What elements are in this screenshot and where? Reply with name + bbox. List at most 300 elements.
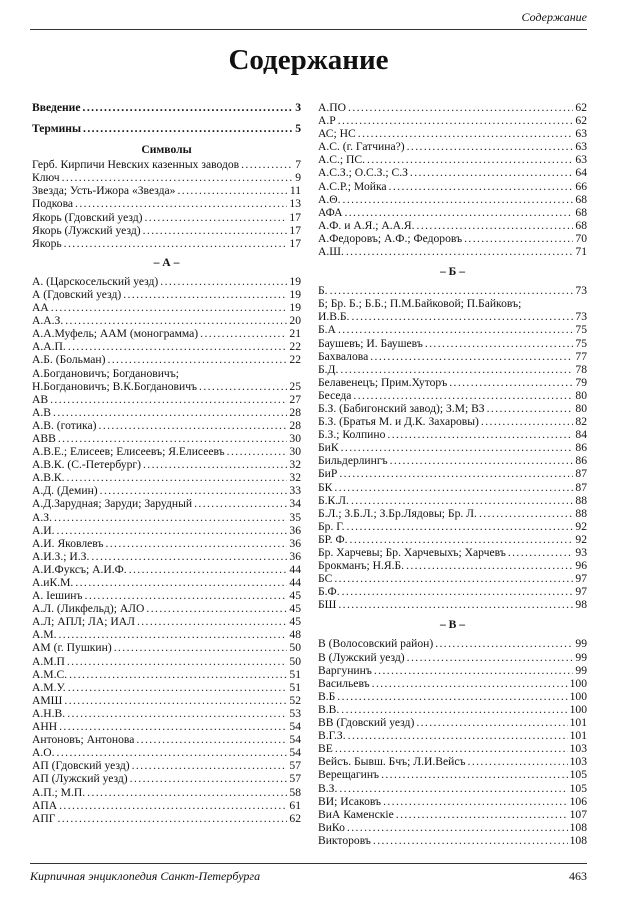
toc-entry-label: А.Д. (Демин) bbox=[32, 484, 98, 498]
toc-entry bbox=[32, 681, 301, 694]
toc-entry bbox=[318, 389, 587, 402]
page-title: Содержание bbox=[228, 44, 389, 76]
toc-entry-label: А (Гдовский уезд) bbox=[32, 287, 122, 301]
toc-entry-page: 20 bbox=[289, 314, 301, 328]
toc-entry bbox=[318, 140, 587, 153]
toc-entry-page: 13 bbox=[289, 197, 301, 211]
toc-entry bbox=[318, 310, 587, 323]
toc-entry-page: 58 bbox=[289, 785, 301, 799]
toc-entry-label: Беседа bbox=[318, 388, 352, 402]
toc-entry-label: Герб. Кирпичи Невских казенных заводов bbox=[32, 158, 240, 172]
toc-entry-page: 61 bbox=[289, 798, 301, 812]
toc-entry-label: А.П.; М.П. bbox=[32, 785, 86, 799]
toc-entry bbox=[32, 101, 301, 114]
toc-entry-label: Термины bbox=[32, 122, 82, 136]
toc-entry-page: 68 bbox=[575, 218, 587, 232]
leader-dots bbox=[83, 122, 293, 135]
toc-entry-label: Якорь (Гдовский уезд) bbox=[32, 210, 143, 224]
toc-entry bbox=[32, 786, 301, 799]
toc-entry-label: Белавенецъ; Прим.Хуторъ bbox=[318, 375, 448, 389]
section-a-heading: – А – bbox=[153, 255, 180, 269]
toc-entry-label: АНН bbox=[32, 720, 58, 734]
toc-entry bbox=[32, 406, 301, 419]
toc-entry-label: Вейсъ. Бывш. Бчъ; Л.И.Вейсъ bbox=[318, 755, 466, 769]
toc-entry-page: 82 bbox=[575, 415, 587, 429]
toc-entry-label: Н.Богдановичъ; В.К.Богдановичъ bbox=[32, 379, 198, 393]
toc-entry-page: 101 bbox=[569, 716, 587, 730]
leader-dots bbox=[367, 153, 573, 166]
toc-entry-label: БиР bbox=[318, 467, 338, 481]
leader-dots bbox=[129, 563, 288, 576]
toc-entry bbox=[32, 340, 301, 353]
toc-entry-page: 99 bbox=[575, 637, 587, 651]
toc-entry-page: 106 bbox=[569, 794, 587, 808]
toc-entry bbox=[318, 481, 587, 494]
toc-entry-page: 62 bbox=[575, 101, 587, 114]
toc-entry bbox=[32, 445, 301, 458]
toc-entry-label: Звезда; Усть-Ижора «Звезда» bbox=[32, 184, 176, 198]
toc-entry bbox=[318, 376, 587, 389]
toc-entry-label: А.И. bbox=[32, 523, 55, 537]
leader-dots bbox=[137, 615, 287, 628]
toc-entry-label: А.И.З.; И.З. bbox=[32, 549, 90, 563]
leader-dots bbox=[65, 314, 287, 327]
toc-entry bbox=[318, 284, 587, 297]
toc-entry-label: АА bbox=[32, 301, 49, 315]
toc-entry-page: 68 bbox=[575, 205, 587, 219]
leader-dots bbox=[58, 628, 287, 641]
toc-entry-label: Б.З. (Братья М. и Д.К. Захаровы) bbox=[318, 415, 479, 429]
toc-entry bbox=[32, 772, 301, 785]
leader-dots bbox=[68, 340, 288, 353]
toc-entry-page: 93 bbox=[575, 546, 587, 559]
toc-entry-page: 17 bbox=[289, 210, 301, 224]
toc-entry bbox=[32, 694, 301, 707]
leader-dots bbox=[383, 795, 568, 808]
toc-entry-label: БиК bbox=[318, 441, 339, 455]
toc-entry-page: 107 bbox=[569, 807, 587, 821]
toc-entry-label: А.С.З.; О.С.З.; С.З bbox=[318, 166, 408, 180]
toc-entry-label: АП (Гдовский уезд) bbox=[32, 759, 130, 773]
toc-entry bbox=[318, 559, 587, 572]
leader-dots bbox=[99, 419, 288, 432]
toc-entry-label: Б.Д. bbox=[318, 362, 339, 376]
toc-entry-label: ВиКо bbox=[318, 820, 345, 834]
toc-entry bbox=[318, 546, 587, 559]
leader-dots bbox=[370, 350, 573, 363]
toc-entry-label: А.Н.В. bbox=[32, 706, 66, 720]
toc-entry bbox=[32, 655, 301, 668]
toc-entry-label: Подкова bbox=[32, 197, 74, 211]
toc-entry bbox=[318, 323, 587, 336]
toc-entry bbox=[318, 114, 587, 127]
leader-dots bbox=[59, 720, 287, 733]
toc-entry-page: 34 bbox=[289, 497, 301, 511]
toc-entry-label: А.А.П. bbox=[32, 340, 66, 354]
toc-entry-page: 33 bbox=[289, 484, 301, 498]
leader-dots bbox=[344, 206, 573, 219]
toc-entry-page: 7 bbox=[295, 158, 301, 172]
toc-entry-label: АПГ bbox=[32, 811, 56, 825]
toc-entry-page: 17 bbox=[289, 236, 301, 250]
toc-entry-page: 99 bbox=[575, 650, 587, 664]
toc-entry-label: В.Г.З. bbox=[318, 729, 346, 743]
toc-entry bbox=[32, 641, 301, 654]
leader-dots bbox=[194, 497, 287, 510]
toc-entry-label: И.В.Б. bbox=[318, 310, 350, 324]
toc-entry bbox=[32, 275, 301, 288]
toc-entry bbox=[32, 550, 301, 563]
toc-entry-page: 63 bbox=[575, 153, 587, 167]
toc-entry bbox=[32, 537, 301, 550]
toc-entry bbox=[318, 232, 587, 245]
toc-entry-page: 19 bbox=[289, 274, 301, 288]
toc-entry-label: А.М.У. bbox=[32, 680, 66, 694]
toc-entry-label: АФА bbox=[318, 205, 343, 219]
toc-entry-label: АП (Лужский уезд) bbox=[32, 772, 128, 786]
toc-entry-label: Б.З. (Бабигонский завод); З.М; ВЗ bbox=[318, 401, 485, 415]
toc-section-a-list bbox=[32, 275, 301, 825]
leader-dots bbox=[348, 101, 573, 114]
leader-dots bbox=[350, 533, 574, 546]
toc-entry-label: А.иК.М. bbox=[32, 576, 74, 589]
toc-entry bbox=[318, 520, 587, 533]
leader-dots bbox=[83, 101, 294, 114]
toc-entry bbox=[32, 327, 301, 340]
toc-entry-label: Бахвалова bbox=[318, 349, 369, 363]
leader-dots bbox=[136, 733, 287, 746]
toc-entry-label: БШ bbox=[318, 598, 337, 612]
toc-entry-page: 45 bbox=[289, 589, 301, 603]
leader-dots bbox=[468, 755, 568, 768]
toc-entry-page: 66 bbox=[575, 179, 587, 193]
toc-entry-label: АПА bbox=[32, 798, 58, 812]
leader-dots bbox=[339, 467, 573, 480]
leader-dots bbox=[123, 288, 287, 301]
toc-entry-label: Антоновъ; Антонова bbox=[32, 733, 135, 747]
toc-entry-page: 5 bbox=[295, 122, 301, 136]
toc-entry-label: А.В.Е.; Елисеев; Елисеевъ; Я.Елисеевъ bbox=[32, 445, 225, 459]
toc-entry bbox=[32, 799, 301, 812]
toc-entry bbox=[32, 563, 301, 576]
toc-entry bbox=[32, 589, 301, 602]
leader-dots bbox=[341, 703, 567, 716]
toc-entry-page: 36 bbox=[289, 536, 301, 550]
toc-entry-label: А.В.К. bbox=[32, 471, 65, 485]
toc-entry-page: 63 bbox=[575, 127, 587, 141]
leader-dots bbox=[177, 184, 287, 197]
toc-entry-page: 21 bbox=[289, 327, 301, 341]
toc-entry bbox=[318, 153, 587, 166]
toc-entry-page: 51 bbox=[289, 680, 301, 694]
toc-entry-label: Б.Л.; З.Б.Л.; З.Бр.Лядовы; Бр. Л. bbox=[318, 506, 477, 520]
toc-symbols-list bbox=[32, 158, 301, 250]
toc-entry bbox=[32, 720, 301, 733]
toc-entry-page: 48 bbox=[289, 628, 301, 642]
toc-entry-label: А.М. bbox=[32, 628, 57, 642]
leader-dots bbox=[100, 484, 288, 497]
toc-entry-label: А. (Царскосельский уезд) bbox=[32, 274, 159, 288]
toc-entry bbox=[318, 703, 587, 716]
leader-dots bbox=[338, 114, 574, 127]
section-v-heading: – В – bbox=[439, 618, 466, 632]
toc-entry bbox=[32, 471, 301, 484]
toc-entry-page: 92 bbox=[575, 532, 587, 546]
toc-entry-label: А.С.Р.; Мойка bbox=[318, 179, 387, 193]
toc-entry-page: 73 bbox=[575, 310, 587, 324]
leader-dots bbox=[54, 511, 287, 524]
toc-right-column bbox=[318, 101, 587, 847]
toc-entry-page: 87 bbox=[575, 480, 587, 494]
toc-entry-label: Б. bbox=[318, 284, 328, 298]
leader-dots bbox=[353, 389, 573, 402]
leader-dots bbox=[487, 402, 574, 415]
leader-dots bbox=[105, 537, 287, 550]
toc-entry-page: 19 bbox=[289, 301, 301, 315]
toc-entry bbox=[318, 637, 587, 650]
toc-entry-page: 19 bbox=[289, 287, 301, 301]
toc-entry-label: А.А.З. bbox=[32, 314, 64, 328]
toc-entry bbox=[318, 166, 587, 179]
toc-entry bbox=[318, 598, 587, 611]
toc-entry-page: 88 bbox=[575, 493, 587, 507]
leader-dots bbox=[87, 786, 287, 799]
toc-entry-page: 36 bbox=[289, 549, 301, 563]
toc-entry-page: 36 bbox=[289, 523, 301, 537]
toc-entry-label: А.В bbox=[32, 405, 52, 419]
toc-entry-label: А.Федоровъ; А.Ф.; Федоровъ bbox=[318, 231, 463, 245]
toc-entry-page: 105 bbox=[569, 781, 587, 795]
toc-entry-page: 103 bbox=[569, 742, 587, 756]
toc-entry-page: 9 bbox=[295, 171, 301, 185]
toc-entry-page: 68 bbox=[575, 192, 587, 206]
toc-entry-page: 22 bbox=[289, 353, 301, 367]
leader-dots bbox=[227, 445, 288, 458]
toc-entry-label: Б.З.; Колпино bbox=[318, 428, 386, 442]
toc-entry bbox=[318, 454, 587, 467]
top-rule bbox=[30, 29, 587, 30]
leader-dots bbox=[387, 428, 573, 441]
toc-entry-label: Викторовъ bbox=[318, 833, 371, 847]
toc-entry-page: 57 bbox=[289, 772, 301, 786]
toc-entry bbox=[32, 380, 301, 393]
leader-dots bbox=[67, 471, 288, 484]
leader-dots bbox=[143, 458, 287, 471]
toc-entry bbox=[318, 297, 587, 310]
leader-dots bbox=[342, 585, 574, 598]
toc-entry bbox=[32, 524, 301, 537]
leader-dots bbox=[241, 158, 293, 171]
toc-entry-page: 30 bbox=[289, 431, 301, 445]
toc-entry-page: 28 bbox=[289, 418, 301, 432]
leader-dots bbox=[508, 546, 574, 559]
toc-entry-page: 103 bbox=[569, 755, 587, 769]
leader-dots bbox=[389, 180, 574, 193]
footer-book-title: Кирпичная энциклопедия Санкт-Петербурга bbox=[30, 869, 261, 883]
toc-entry bbox=[32, 211, 301, 224]
toc-entry bbox=[318, 729, 587, 742]
toc-entry-label: Б.Ф. bbox=[318, 585, 340, 599]
toc-entry-label: АВВ bbox=[32, 431, 56, 445]
toc-entry bbox=[318, 337, 587, 350]
toc-entry-page: 71 bbox=[575, 245, 587, 259]
toc-entry bbox=[318, 768, 587, 781]
toc-entry bbox=[318, 795, 587, 808]
toc-entry-label: А. Іешинъ bbox=[32, 589, 83, 603]
leader-dots bbox=[351, 494, 573, 507]
toc-entry-label: В (Лужский уезд) bbox=[318, 650, 405, 664]
toc-entry bbox=[32, 576, 301, 589]
leader-dots bbox=[417, 219, 574, 232]
leader-dots bbox=[449, 376, 573, 389]
leader-dots bbox=[416, 716, 567, 729]
leader-dots bbox=[57, 524, 288, 537]
toc-entry-label: Б.К.Л. bbox=[318, 493, 349, 507]
leader-dots bbox=[62, 171, 294, 184]
toc-left-column bbox=[32, 101, 301, 825]
leader-dots bbox=[59, 799, 287, 812]
toc-entry bbox=[318, 507, 587, 520]
toc-entry-page: 86 bbox=[575, 454, 587, 468]
toc-entry bbox=[32, 733, 301, 746]
leader-dots bbox=[57, 812, 287, 825]
toc-section-a-cont-list bbox=[318, 101, 587, 258]
toc-entry-label: А.Ш. bbox=[318, 245, 344, 259]
toc-entry-label: Бр. Харчевы; Бр. Харчевыхъ; Харчевъ bbox=[318, 546, 506, 559]
toc-entry-page: 63 bbox=[575, 140, 587, 154]
toc-entry-label: А.ПО bbox=[318, 101, 347, 114]
toc-entry-page: 45 bbox=[289, 602, 301, 616]
leader-dots bbox=[143, 224, 288, 237]
toc-entry-label: Бр. Г. bbox=[318, 519, 345, 533]
toc-entry-label: ВВ (Гдовский уезд) bbox=[318, 716, 415, 730]
toc-entry bbox=[318, 206, 587, 219]
toc-entry-page: 99 bbox=[575, 663, 587, 677]
toc-entry bbox=[32, 746, 301, 759]
toc-entry bbox=[318, 651, 587, 664]
toc-entry-label: БК bbox=[318, 480, 333, 494]
footer-page-number: 463 bbox=[569, 869, 587, 883]
toc-entry-page: 97 bbox=[575, 572, 587, 586]
leader-dots bbox=[372, 677, 568, 690]
toc-entry-label: А.И.Фуксъ; А.И.Ф. bbox=[32, 562, 127, 576]
leader-dots bbox=[407, 651, 574, 664]
leader-dots bbox=[85, 589, 288, 602]
toc-entry-page: 32 bbox=[289, 458, 301, 472]
toc-entry-label: АМ (г. Пушкин) bbox=[32, 641, 112, 655]
toc-entry-label: Васильевъ bbox=[318, 676, 370, 690]
toc-entry-label: Якорь (Лужский уезд) bbox=[32, 223, 141, 237]
leader-dots bbox=[200, 327, 287, 340]
toc-entry-page: 105 bbox=[569, 768, 587, 782]
toc-entry-page: 54 bbox=[289, 746, 301, 760]
leader-dots bbox=[351, 310, 573, 323]
toc-entry bbox=[32, 419, 301, 432]
toc-entry-label: А.Ф. и А.Я.; А.А.Я. bbox=[318, 218, 415, 232]
leader-dots bbox=[68, 681, 288, 694]
leader-dots bbox=[464, 232, 573, 245]
toc-entry-page: 80 bbox=[575, 388, 587, 402]
toc-entry bbox=[32, 237, 301, 250]
toc-entry-page: 30 bbox=[289, 445, 301, 459]
toc-entry bbox=[318, 716, 587, 729]
toc-entry-label: А.С. (г. Гатчина?) bbox=[318, 140, 405, 154]
toc-section-b-list bbox=[318, 284, 587, 611]
leader-dots bbox=[330, 284, 574, 297]
toc-entry bbox=[32, 393, 301, 406]
toc-entry-page: 84 bbox=[575, 428, 587, 442]
toc-entry bbox=[318, 180, 587, 193]
toc-entry bbox=[32, 484, 301, 497]
toc-entry-page: 62 bbox=[575, 114, 587, 128]
toc-entry bbox=[318, 127, 587, 140]
toc-entry bbox=[318, 755, 587, 768]
leader-dots bbox=[335, 742, 568, 755]
leader-dots bbox=[199, 380, 287, 393]
toc-entry-page: 86 bbox=[575, 441, 587, 455]
section-b-heading: – Б – bbox=[439, 265, 466, 279]
toc-entry-label: Брокманъ; Н.Я.Б. bbox=[318, 559, 405, 573]
toc-entry bbox=[32, 497, 301, 510]
toc-entry-page: 100 bbox=[569, 689, 587, 703]
toc-entry-label: Б; Бр. Б.; Б.Б.; П.М.Байковой; П.Байковъ; bbox=[318, 297, 522, 311]
leader-dots bbox=[75, 576, 287, 589]
leader-dots bbox=[338, 598, 573, 611]
toc-entry-page: 35 bbox=[289, 510, 301, 524]
toc-entry-label: ВИ; Исаковъ bbox=[318, 794, 382, 808]
toc-entry bbox=[32, 759, 301, 772]
leader-dots bbox=[381, 768, 568, 781]
toc-entry bbox=[318, 219, 587, 232]
toc-entry-page: 11 bbox=[289, 184, 301, 198]
leader-dots bbox=[396, 808, 568, 821]
toc-entry-page: 51 bbox=[289, 667, 301, 681]
toc-entry bbox=[318, 245, 587, 258]
leader-dots bbox=[107, 353, 287, 366]
running-head: Содержание bbox=[521, 10, 587, 24]
leader-dots bbox=[346, 245, 574, 258]
toc-entry bbox=[318, 664, 587, 677]
leader-dots bbox=[338, 323, 573, 336]
toc-entry-page: 101 bbox=[569, 729, 587, 743]
toc-entry-page: 57 bbox=[289, 759, 301, 773]
leader-dots bbox=[67, 655, 288, 668]
toc-entry-page: 70 bbox=[575, 231, 587, 245]
leader-dots bbox=[341, 441, 574, 454]
toc-entry bbox=[32, 511, 301, 524]
leader-dots bbox=[425, 337, 574, 350]
leader-dots bbox=[132, 759, 288, 772]
toc-entry-page: 3 bbox=[295, 101, 301, 114]
toc-entry bbox=[318, 821, 587, 834]
toc-entry-page: 44 bbox=[289, 576, 301, 589]
leader-dots bbox=[358, 127, 574, 140]
toc-entry bbox=[318, 101, 587, 114]
toc-entry-page: 50 bbox=[289, 654, 301, 668]
leader-dots bbox=[347, 520, 574, 533]
toc-entry-label: А.В. (готика) bbox=[32, 418, 97, 432]
leader-dots bbox=[435, 637, 573, 650]
toc-entry-label: В.Б bbox=[318, 689, 336, 703]
leader-dots bbox=[145, 211, 288, 224]
toc-entry-label: Верещагинъ bbox=[318, 768, 380, 782]
toc-entry-page: 45 bbox=[289, 615, 301, 629]
toc-section-v-list bbox=[318, 637, 587, 847]
toc-entry-page: 53 bbox=[289, 706, 301, 720]
toc-entry-page: 92 bbox=[575, 519, 587, 533]
toc-entry bbox=[32, 314, 301, 327]
toc-entry bbox=[32, 288, 301, 301]
